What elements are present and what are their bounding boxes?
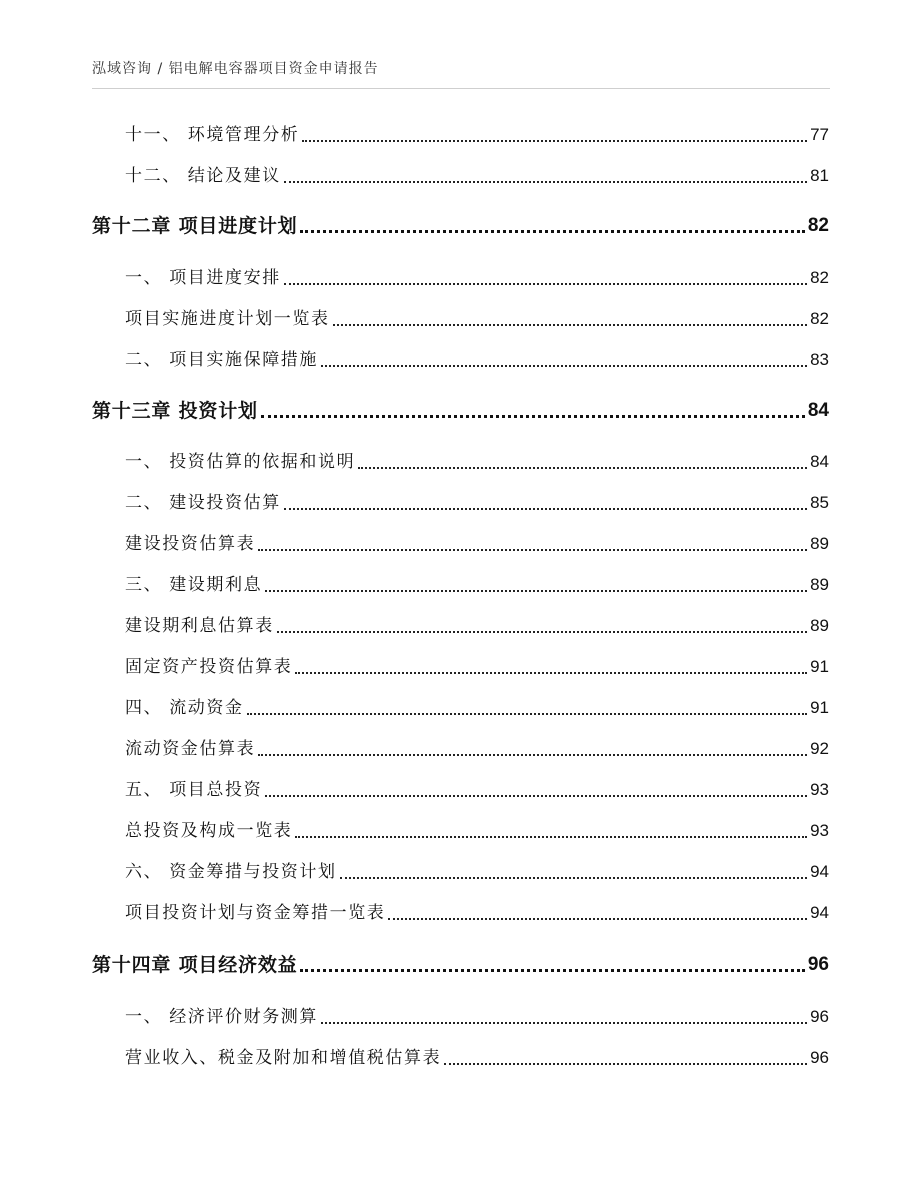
- toc-entry[interactable]: [125, 531, 829, 557]
- dot-leader: [284, 508, 807, 510]
- toc-page-number: 94: [810, 862, 829, 881]
- toc-entry-title: 流动资金估算表: [125, 739, 256, 759]
- toc-page-number: 82: [810, 309, 829, 328]
- toc-entry-title: 固定资产投资估算表: [125, 657, 293, 677]
- toc-page-number: 81: [810, 166, 829, 185]
- dot-leader: [321, 1022, 807, 1024]
- dot-leader: [321, 365, 807, 367]
- toc-page-number: 91: [810, 698, 829, 717]
- toc-entry-title: 总投资及构成一览表: [125, 821, 293, 841]
- dot-leader: [265, 590, 807, 592]
- toc-entry-title: 五、 项目总投资: [125, 780, 263, 800]
- toc-page-number: 85: [810, 493, 829, 512]
- toc-entry-title: 一、 投资估算的依据和说明: [125, 452, 356, 472]
- toc-entry-title: 一、 经济评价财务测算: [125, 1007, 319, 1027]
- toc-entry-title: 建设投资估算表: [125, 534, 256, 554]
- toc-entry-title: 第十三章 投资计划: [92, 400, 258, 422]
- toc-entry[interactable]: [125, 654, 829, 680]
- toc-entry[interactable]: [125, 613, 829, 639]
- toc-chapter-entry[interactable]: [92, 213, 829, 239]
- toc-entry-title: 一、 项目进度安排: [125, 268, 281, 288]
- toc-page-number: 89: [810, 575, 829, 594]
- toc-entry-title: 三、 建设期利息: [125, 575, 263, 595]
- toc-entry[interactable]: [125, 306, 829, 332]
- toc-page-number: 96: [807, 954, 829, 975]
- dot-leader: [258, 754, 807, 756]
- dot-leader: [247, 713, 807, 715]
- toc-entry[interactable]: [125, 490, 829, 516]
- dot-leader: [295, 672, 807, 674]
- dot-leader: [258, 549, 807, 551]
- toc-page-number: 84: [807, 400, 829, 421]
- toc-entry[interactable]: [125, 449, 829, 475]
- toc-entry-title: 十二、 结论及建议: [125, 166, 281, 186]
- toc-entry[interactable]: [125, 347, 829, 373]
- toc-entry[interactable]: [125, 1004, 829, 1030]
- toc-entry-title: 二、 项目实施保障措施: [125, 350, 319, 370]
- toc-page-number: 84: [810, 452, 829, 471]
- toc-entry[interactable]: [125, 1045, 829, 1071]
- toc-page-number: 96: [810, 1007, 829, 1026]
- dot-leader: [277, 631, 807, 633]
- toc-entry-title: 二、 建设投资估算: [125, 493, 281, 513]
- toc-entry[interactable]: [125, 572, 829, 598]
- dot-leader: [261, 415, 805, 418]
- toc-page-number: 93: [810, 780, 829, 799]
- toc-page-number: 82: [810, 268, 829, 287]
- dot-leader: [333, 324, 807, 326]
- toc-page-number: 92: [810, 739, 829, 758]
- dot-leader: [340, 877, 807, 879]
- toc-page-number: 89: [810, 534, 829, 553]
- toc-page-number: 93: [810, 821, 829, 840]
- toc-chapter-entry[interactable]: [92, 952, 829, 978]
- toc-entry-title: 建设期利息估算表: [125, 616, 274, 636]
- toc-entry-title: 项目投资计划与资金筹措一览表: [125, 903, 386, 923]
- dot-leader: [284, 283, 807, 285]
- toc-entry[interactable]: [125, 859, 829, 885]
- dot-leader: [388, 918, 807, 920]
- header-divider: [92, 88, 830, 89]
- toc-entry[interactable]: [125, 818, 829, 844]
- toc-page-number: 83: [810, 350, 829, 369]
- toc-entry[interactable]: [125, 122, 829, 148]
- toc-entry-title: 第十四章 项目经济效益: [92, 954, 298, 976]
- dot-leader: [302, 140, 807, 142]
- toc-entry-title: 项目实施进度计划一览表: [125, 309, 330, 329]
- toc-page-number: 89: [810, 616, 829, 635]
- toc-entry-title: 四、 流动资金: [125, 698, 244, 718]
- toc-entry-title: 营业收入、税金及附加和增值税估算表: [125, 1048, 442, 1068]
- toc-entry[interactable]: [125, 265, 829, 291]
- dot-leader: [300, 230, 804, 233]
- toc-page-number: 96: [810, 1048, 829, 1067]
- toc-page-number: 77: [810, 125, 829, 144]
- toc-page-number: 91: [810, 657, 829, 676]
- toc-entry[interactable]: [125, 777, 829, 803]
- running-header: 泓域咨询 / 铝电解电容器项目资金申请报告: [92, 61, 379, 77]
- toc-entry[interactable]: [125, 900, 829, 926]
- toc-entry-title: 十一、 环境管理分析: [125, 125, 300, 145]
- toc-entry-title: 六、 资金筹措与投资计划: [125, 862, 337, 882]
- dot-leader: [444, 1063, 807, 1065]
- toc-entry[interactable]: [125, 695, 829, 721]
- dot-leader: [265, 795, 807, 797]
- dot-leader: [284, 181, 807, 183]
- toc-entry[interactable]: [125, 736, 829, 762]
- dot-leader: [295, 836, 807, 838]
- toc-entry-title: 第十二章 项目进度计划: [92, 215, 298, 237]
- dot-leader: [358, 467, 807, 469]
- toc-page-number: 82: [807, 215, 829, 236]
- toc-entry[interactable]: [125, 163, 829, 189]
- toc-page-number: 94: [810, 903, 829, 922]
- dot-leader: [300, 969, 804, 972]
- toc-chapter-entry[interactable]: [92, 398, 829, 424]
